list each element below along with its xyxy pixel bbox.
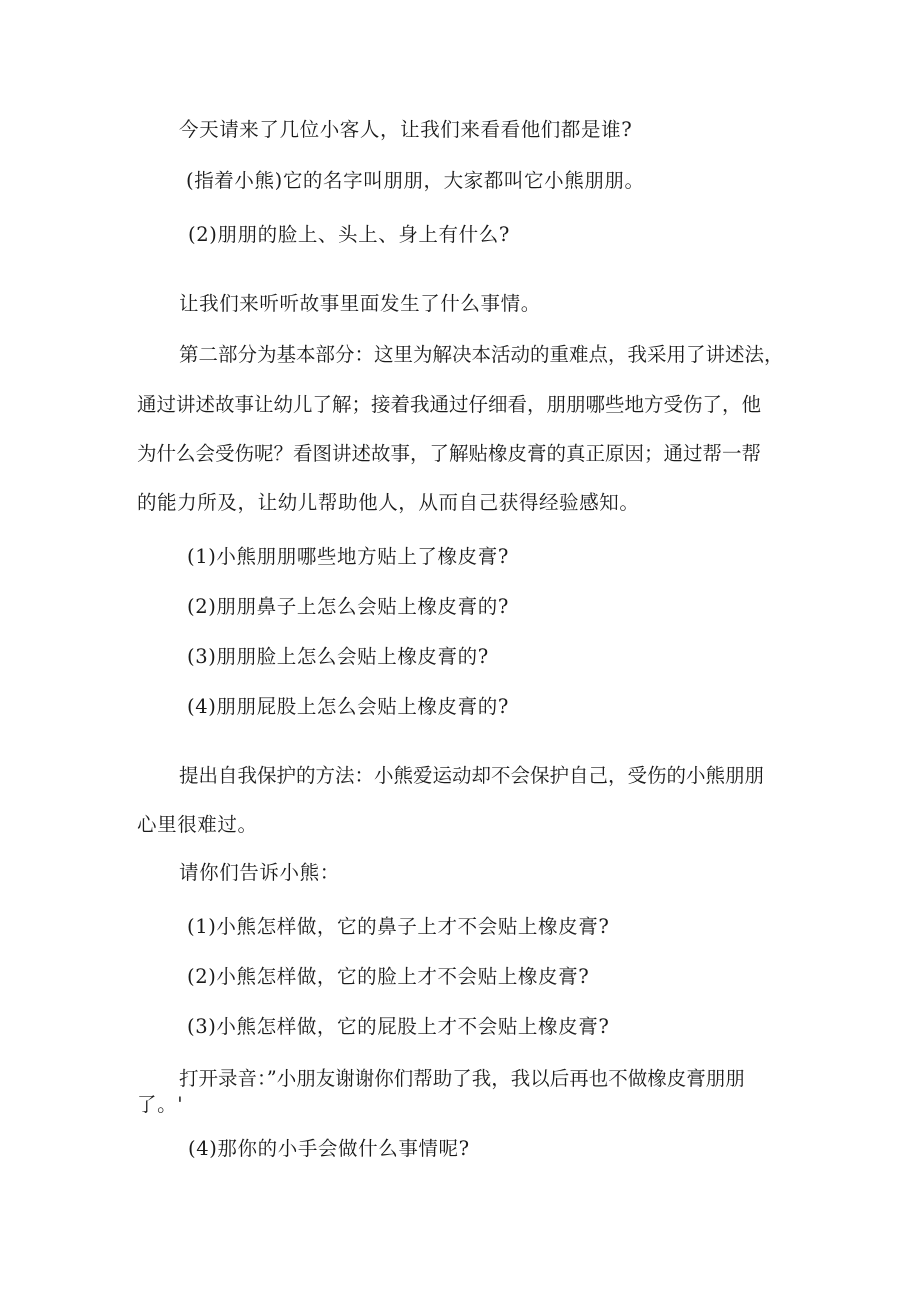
paragraph-part-two-line-2: 通过讲述故事让幼儿了解；接着我通过仔细看，朋朋哪些地方受伤了，他 xyxy=(137,393,762,416)
paragraph-part-two-line-1: 第二部分为基本部分：这里为解决本活动的重难点，我采用了讲述法， xyxy=(179,343,784,366)
question-item-2-nose: (2)朋朋鼻子上怎么会贴上橡皮膏的? xyxy=(187,595,509,618)
paragraph-bear-name: (指着小熊)它的名字叫朋朋，大家都叫它小熊朋朋。 xyxy=(186,169,645,192)
paragraph-self-protection-line-2: 心里很难过。 xyxy=(137,813,258,836)
answer-item-2: (2)小熊怎样做，它的脸上才不会贴上橡皮膏? xyxy=(187,965,590,988)
paragraph-part-two-line-3: 为什么会受伤呢？看图讲述故事，了解贴橡皮膏的真正原因；通过帮一帮 xyxy=(137,442,762,465)
answer-item-1: (1)小熊怎样做，它的鼻子上才不会贴上橡皮膏? xyxy=(187,915,610,938)
question-item-3-face: (3)朋朋脸上怎么会贴上橡皮膏的? xyxy=(187,645,489,668)
paragraph-tell-bear: 请你们告诉小熊： xyxy=(179,861,340,884)
answer-item-3: (3)小熊怎样做，它的屁股上才不会贴上橡皮膏? xyxy=(187,1015,610,1038)
paragraph-recording-line-2: 了。' xyxy=(137,1093,184,1116)
question-item-2: (2)朋朋的脸上、头上、身上有什么? xyxy=(188,223,510,246)
paragraph-self-protection-line-1: 提出自我保护的方法：小熊爱运动却不会保护自己，受伤的小熊朋朋 xyxy=(179,764,765,787)
paragraph-recording-line-1: 打开录音：”小朋友谢谢你们帮助了我，我以后再也不做橡皮膏朋朋 xyxy=(179,1067,745,1090)
paragraph-listen-story: 让我们来听听故事里面发生了什么事情。 xyxy=(179,292,541,315)
paragraph-part-two-line-4: 的能力所及，让幼儿帮助他人，从而自己获得经验感知。 xyxy=(137,491,640,514)
paragraph-intro: 今天请来了几位小客人，让我们来看看他们都是谁? xyxy=(179,118,633,141)
question-item-4-hands: (4)那你的小手会做什么事情呢? xyxy=(188,1137,470,1160)
question-item-1: (1)小熊朋朋哪些地方贴上了橡皮膏? xyxy=(187,545,509,568)
question-item-4-bottom: (4)朋朋屁股上怎么会贴上橡皮膏的? xyxy=(187,695,509,718)
